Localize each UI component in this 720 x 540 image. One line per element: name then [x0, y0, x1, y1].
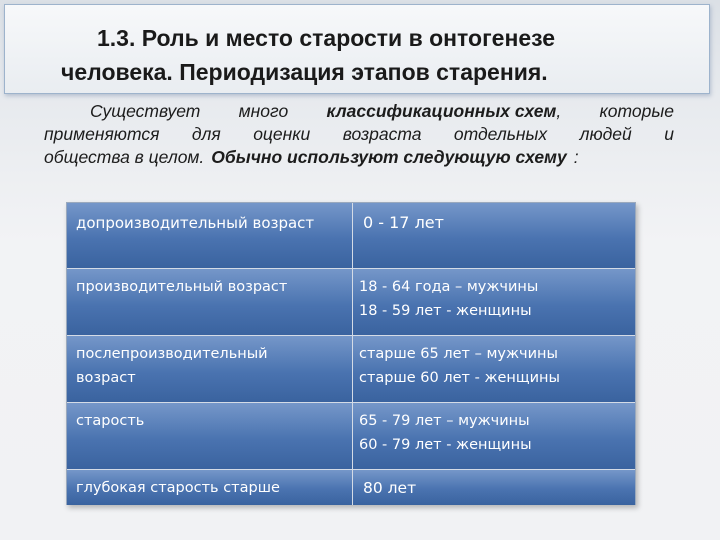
- intro-word: применяются: [44, 124, 160, 144]
- slide-title-line-1: 1.3. Роль и место старости в онтогенезе: [97, 25, 556, 51]
- intro-line-2: [44, 123, 674, 146]
- intro-word: Существует: [90, 101, 201, 121]
- age-cell: 65 - 79 лет – мужчины 60 - 79 лет - женщины: [359, 413, 532, 453]
- intro-word: людей: [579, 124, 632, 144]
- intro-word: много: [238, 101, 289, 121]
- age-cell: 0 - 17 лет: [363, 213, 444, 232]
- period-cell: старость: [76, 413, 145, 429]
- slide-title-line-2: человека. Периодизация этапов старения.: [61, 59, 548, 85]
- period-cell: послепроизводительный возраст: [76, 346, 268, 386]
- age-cell: 80 лет: [363, 479, 417, 497]
- age-periodization-table: [66, 202, 636, 505]
- table-row: [67, 336, 635, 403]
- intro-word: которые: [599, 101, 674, 121]
- table-row: [67, 203, 635, 269]
- table-row: [67, 403, 635, 470]
- period-cell: глубокая старость старше: [76, 480, 280, 496]
- intro-emphasis: Обычно используют следующую схему :: [211, 147, 579, 167]
- table-row: [67, 470, 635, 505]
- intro-word: для: [191, 124, 221, 144]
- intro-line-1: [44, 100, 674, 123]
- age-cell: старше 65 лет – мужчины старше 60 лет - женщины: [359, 346, 560, 386]
- slide-title-box: [4, 4, 710, 94]
- table-row: [67, 269, 635, 336]
- period-cell: допроизводительный возраст: [76, 214, 315, 232]
- age-cell: 18 - 64 года – мужчины 18 - 59 лет - женщины: [359, 279, 539, 319]
- intro-word: оценки: [253, 124, 311, 144]
- intro-word: общества в целом.: [44, 147, 205, 167]
- intro-word: отдельных: [453, 124, 548, 144]
- intro-word: возраста: [342, 124, 422, 144]
- intro-emphasis: классификационных схем,: [326, 101, 562, 121]
- period-cell: производительный возраст: [76, 279, 288, 295]
- intro-paragraph: [44, 100, 674, 169]
- intro-line-3: [44, 146, 674, 169]
- intro-word: и: [664, 124, 674, 144]
